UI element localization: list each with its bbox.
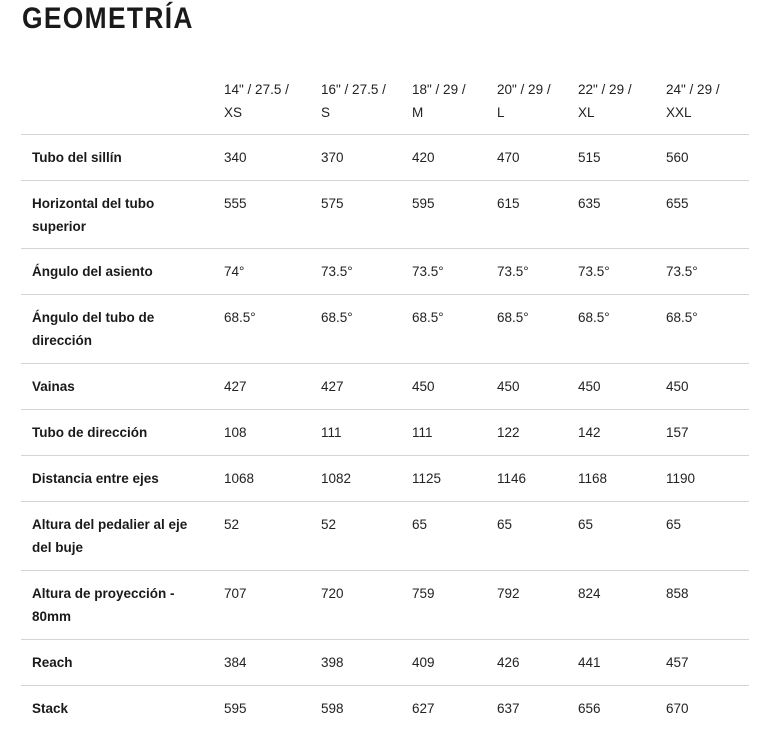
table-cell: 720 [310, 571, 401, 640]
table-cell: 68.5° [655, 295, 749, 364]
table-cell: 575 [310, 181, 401, 249]
table-cell: 1068 [213, 456, 310, 502]
size-header-code: XS [224, 101, 298, 124]
table-row [21, 410, 749, 456]
table-cell: 74° [213, 249, 310, 295]
size-header-xl [567, 64, 655, 135]
table-cell: 427 [310, 364, 401, 410]
table-cell: 52 [310, 502, 401, 571]
table-cell: 398 [310, 640, 401, 686]
table-cell: 635 [567, 181, 655, 249]
table-cell: 108 [213, 410, 310, 456]
row-label: Altura de proyección - 80mm [21, 571, 213, 640]
table-row [21, 571, 749, 640]
table-cell: 450 [486, 364, 567, 410]
size-header-xs [213, 64, 310, 135]
table-row [21, 249, 749, 295]
table-row [21, 295, 749, 364]
table-cell: 858 [655, 571, 749, 640]
page-title: GEOMETRÍA [22, 0, 194, 38]
table-cell: 73.5° [486, 249, 567, 295]
table-cell: 470 [486, 135, 567, 181]
geometry-table [21, 64, 749, 731]
table-cell: 68.5° [310, 295, 401, 364]
table-cell: 655 [655, 181, 749, 249]
row-label: Tubo del sillín [21, 135, 213, 181]
table-cell: 450 [401, 364, 486, 410]
table-cell: 65 [655, 502, 749, 571]
row-label: Ángulo del asiento [21, 249, 213, 295]
table-cell: 73.5° [567, 249, 655, 295]
table-cell: 73.5° [655, 249, 749, 295]
table-cell: 555 [213, 181, 310, 249]
size-header-code: L [497, 101, 555, 124]
table-cell: 515 [567, 135, 655, 181]
table-cell: 142 [567, 410, 655, 456]
table-cell: 420 [401, 135, 486, 181]
table-cell: 111 [401, 410, 486, 456]
size-header-xxl [655, 64, 749, 135]
table-cell: 457 [655, 640, 749, 686]
table-cell: 1082 [310, 456, 401, 502]
table-cell: 792 [486, 571, 567, 640]
size-header-spec: 18" / 29 / [412, 78, 474, 101]
table-cell: 595 [213, 686, 310, 731]
row-label: Altura del pedalier al eje del buje [21, 502, 213, 571]
row-label: Horizontal del tubo superior [21, 181, 213, 249]
table-cell: 384 [213, 640, 310, 686]
row-label: Reach [21, 640, 213, 686]
table-cell: 598 [310, 686, 401, 731]
size-header-code: XXL [666, 101, 737, 124]
table-row [21, 640, 749, 686]
size-header-s [310, 64, 401, 135]
table-cell: 409 [401, 640, 486, 686]
table-cell: 157 [655, 410, 749, 456]
table-cell: 122 [486, 410, 567, 456]
table-cell: 340 [213, 135, 310, 181]
table-cell: 441 [567, 640, 655, 686]
table-cell: 450 [655, 364, 749, 410]
table-row [21, 456, 749, 502]
table-cell: 111 [310, 410, 401, 456]
row-label: Tubo de dirección [21, 410, 213, 456]
table-row [21, 135, 749, 181]
table-cell: 1190 [655, 456, 749, 502]
table-cell: 707 [213, 571, 310, 640]
table-cell: 824 [567, 571, 655, 640]
size-header-l [486, 64, 567, 135]
table-cell: 637 [486, 686, 567, 731]
table-cell: 52 [213, 502, 310, 571]
table-cell: 1125 [401, 456, 486, 502]
header-corner-cell [21, 64, 213, 135]
table-cell: 65 [401, 502, 486, 571]
row-label: Stack [21, 686, 213, 731]
size-header-code: XL [578, 101, 643, 124]
row-label: Vainas [21, 364, 213, 410]
size-header-m [401, 64, 486, 135]
table-row [21, 181, 749, 249]
table-cell: 65 [567, 502, 655, 571]
table-cell: 65 [486, 502, 567, 571]
size-header-code: S [321, 101, 389, 124]
table-cell: 68.5° [213, 295, 310, 364]
table-cell: 656 [567, 686, 655, 731]
table-cell: 68.5° [567, 295, 655, 364]
table-cell: 670 [655, 686, 749, 731]
table-cell: 427 [213, 364, 310, 410]
size-header-spec: 20" / 29 / [497, 78, 555, 101]
table-cell: 450 [567, 364, 655, 410]
table-cell: 627 [401, 686, 486, 731]
table-cell: 68.5° [401, 295, 486, 364]
row-label: Ángulo del tubo de dirección [21, 295, 213, 364]
table-cell: 68.5° [486, 295, 567, 364]
row-label: Distancia entre ejes [21, 456, 213, 502]
table-cell: 615 [486, 181, 567, 249]
table-cell: 1168 [567, 456, 655, 502]
table-cell: 759 [401, 571, 486, 640]
table-row [21, 502, 749, 571]
table-row [21, 686, 749, 731]
table-cell: 73.5° [310, 249, 401, 295]
size-header-code: M [412, 101, 474, 124]
table-cell: 595 [401, 181, 486, 249]
size-header-spec: 22" / 29 / [578, 78, 643, 101]
table-row [21, 364, 749, 410]
table-cell: 370 [310, 135, 401, 181]
table-cell: 426 [486, 640, 567, 686]
size-header-spec: 14" / 27.5 / [224, 78, 298, 101]
table-header-row [21, 64, 749, 135]
table-cell: 73.5° [401, 249, 486, 295]
size-header-spec: 24" / 29 / [666, 78, 737, 101]
size-header-spec: 16" / 27.5 / [321, 78, 389, 101]
table-cell: 560 [655, 135, 749, 181]
table-cell: 1146 [486, 456, 567, 502]
